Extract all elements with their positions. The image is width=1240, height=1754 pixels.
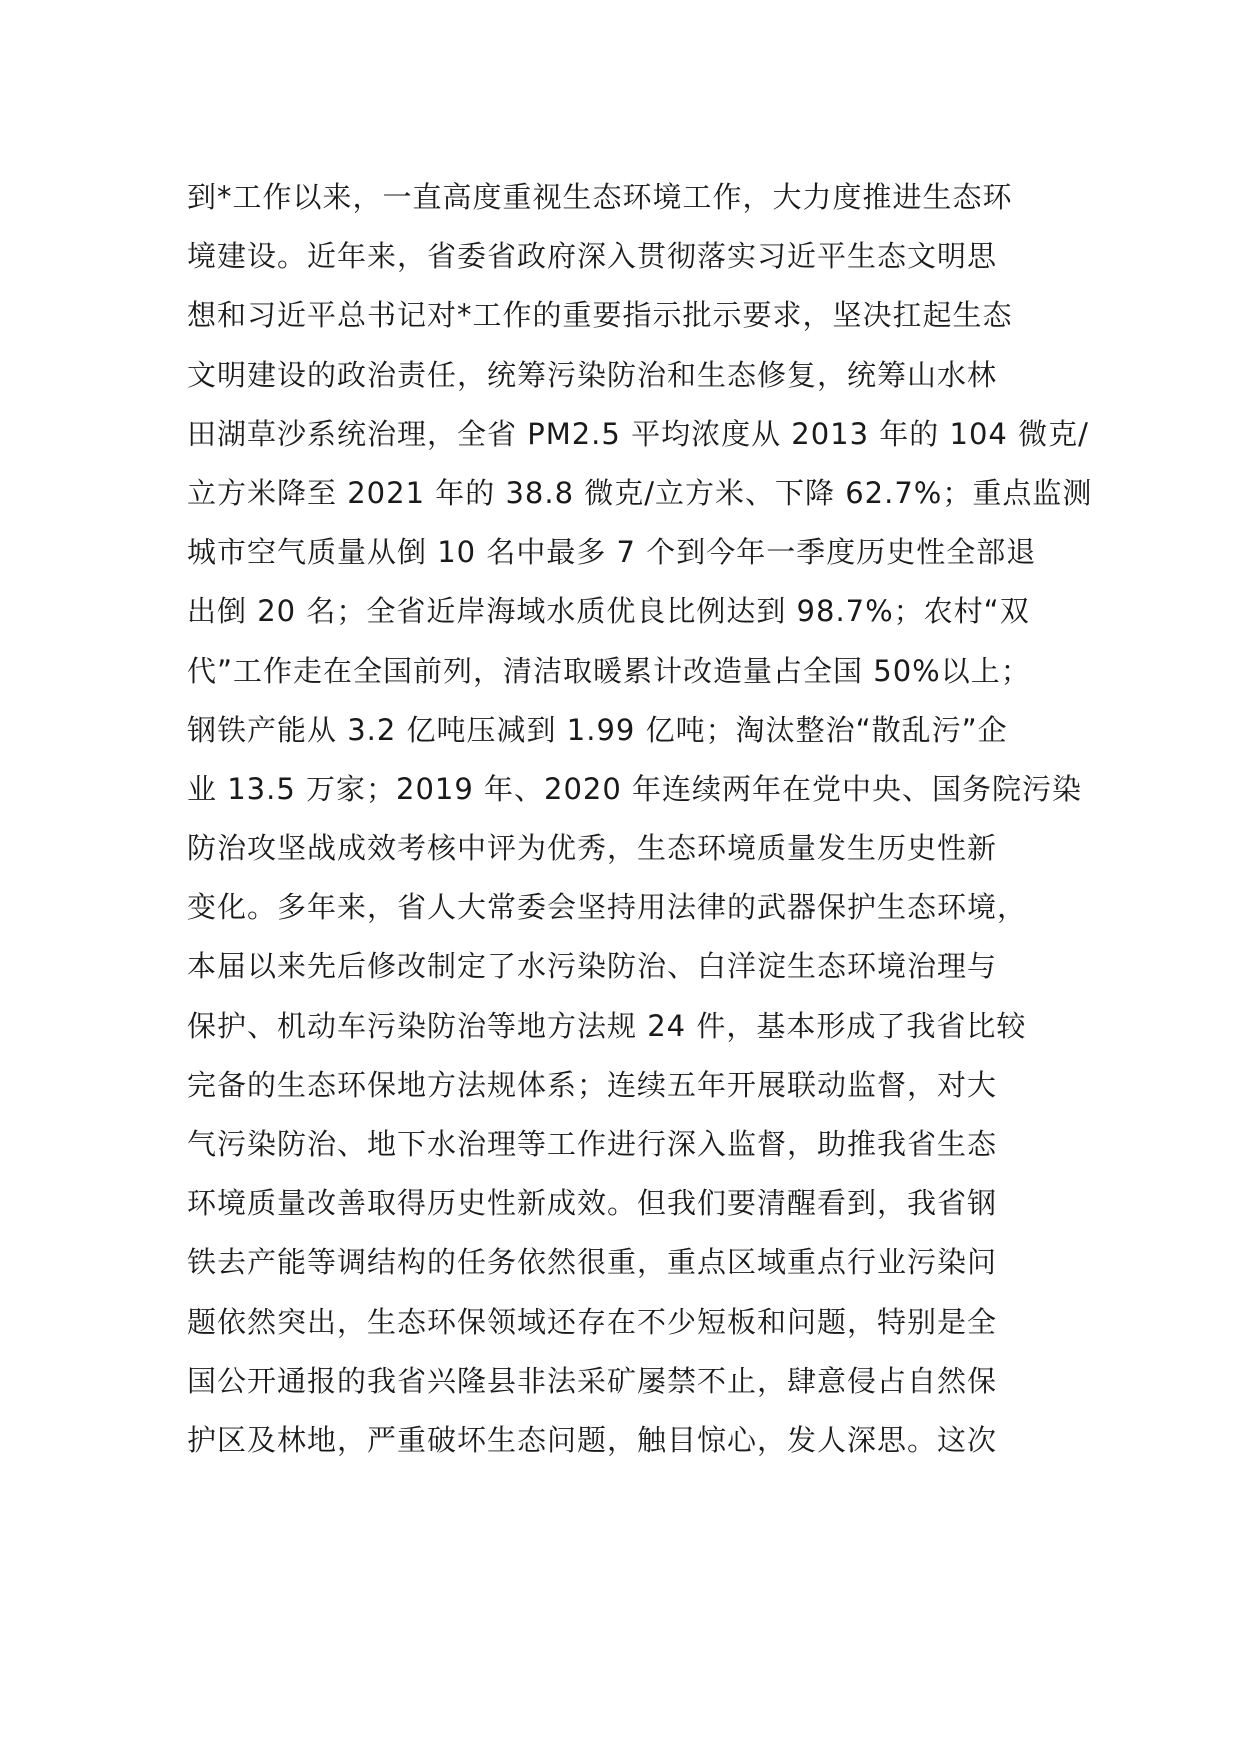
text-line: 境建设。近年来，省委省政府深入贯彻落实习近平生态文明思 (187, 239, 998, 274)
text-line: 到*工作以来，一直高度重视生态环境工作，大力度推进生态环 (187, 180, 1013, 214)
text-line: 业 13.5 万家；2019 年、2020 年连续两年在党中央、国务院污染 (187, 771, 1083, 806)
text-line: 田湖草沙系统治理，全省 PM2.5 平均浓度从 2013 年的 104 微克/ (187, 416, 1089, 451)
text-line: 变化。多年来，省人大常委会坚持用法律的武器保护生态环境， (187, 890, 1028, 925)
body-text (187, 168, 1093, 1470)
text-line: 护区及林地，严重破坏生态问题，触目惊心，发人深思。这次 (187, 1422, 998, 1457)
text-line: 本届以来先后修改制定了水污染防治、白洋淀生态环境治理与 (187, 949, 998, 984)
text-line: 立方米降至 2021 年的 38.8 微克/立方米、下降 62.7%；重点监测 (187, 475, 1093, 510)
text-line: 完备的生态环保地方法规体系；连续五年开展联动监督，对大 (187, 1067, 998, 1102)
text-line: 出倒 20 名；全省近岸海域水质优良比例达到 98.7%；农村“双 (187, 594, 1030, 629)
text-line: 气污染防治、地下水治理等工作进行深入监督，助推我省生态 (187, 1127, 998, 1161)
text-line: 国公开通报的我省兴隆县非法采矿屡禁不止，肆意侵占自然保 (187, 1363, 998, 1398)
text-line: 代”工作走在全国前列，清洁取暖累计改造量占全国 50%以上； (187, 653, 1031, 688)
text-line: 题依然突出，生态环保领域还存在不少短板和问题，特别是全 (187, 1304, 998, 1339)
text-line: 城市空气质量从倒 10 名中最多 7 个到今年一季度历史性全部退 (187, 535, 1037, 570)
text-line: 文明建设的政治责任，统筹污染防治和生态修复，统筹山水林 (187, 357, 998, 392)
text-line: 钢铁产能从 3.2 亿吨压减到 1.99 亿吨；淘汰整治“散乱污”企 (187, 712, 1008, 747)
text-line: 防治攻坚战成效考核中评为优秀，生态环境质量发生历史性新 (187, 831, 998, 866)
text-line: 想和习近平总书记对*工作的重要指示批示要求，坚决扛起生态 (187, 298, 1013, 333)
text-line: 保护、机动车污染防治等地方法规 24 件，基本形成了我省比较 (187, 1008, 1027, 1043)
text-line: 环境质量改善取得历史性新成效。但我们要清醒看到，我省钢 (187, 1186, 998, 1221)
text-line: 铁去产能等调结构的任务依然很重，重点区域重点行业污染问 (187, 1245, 998, 1280)
